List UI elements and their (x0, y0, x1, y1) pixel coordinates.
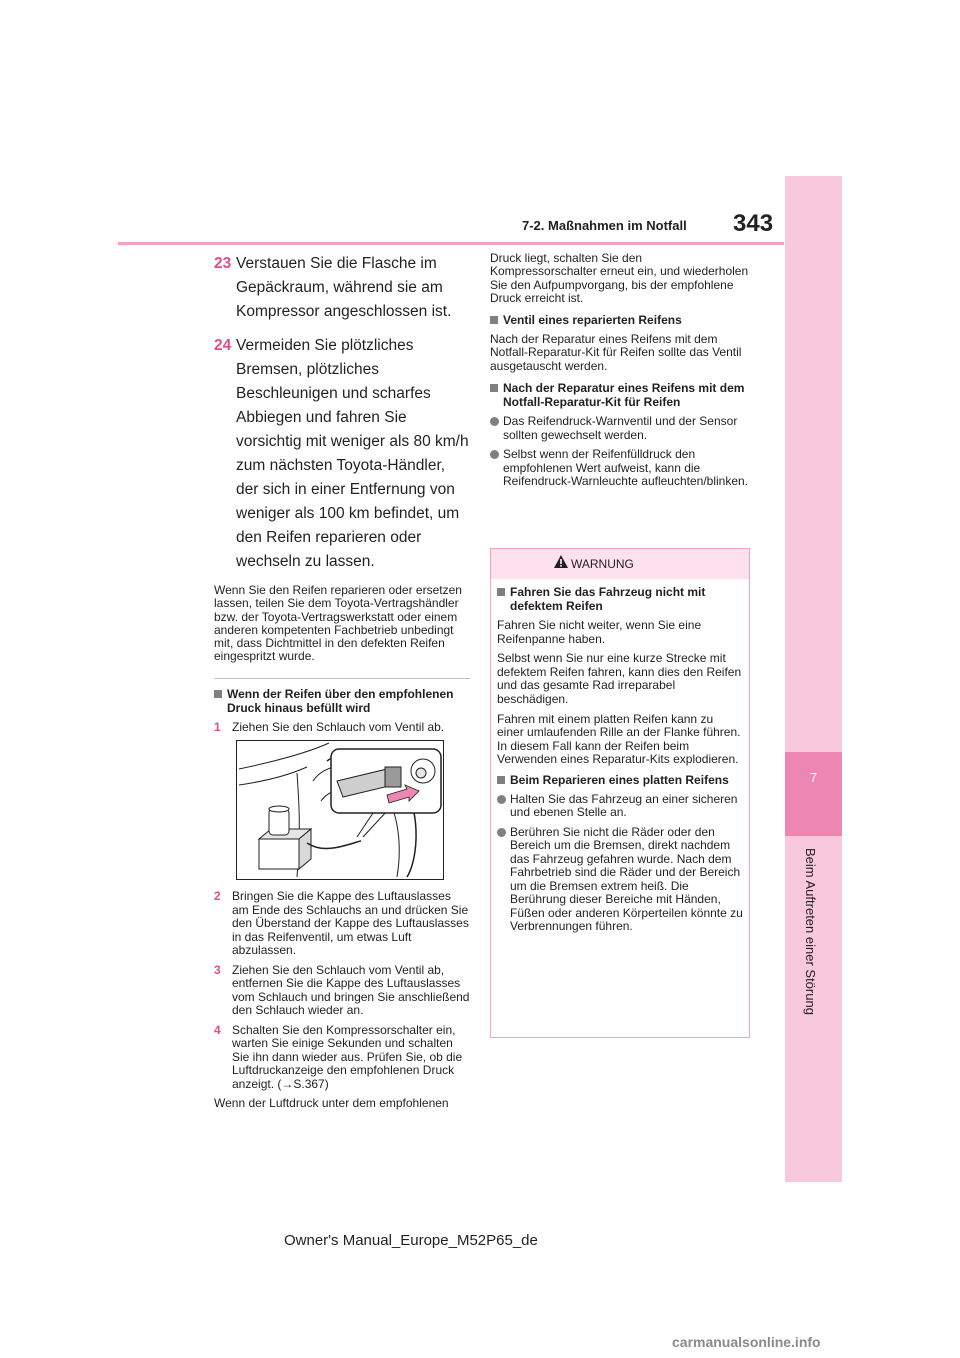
square-bullet-icon (497, 776, 505, 784)
valve-heading: Ventil eines reparierten Reifens (490, 313, 750, 327)
pressure-continuation-text: Druck liegt, schalten Sie den Kompressorschalter erneut ein, und wiederholen Sie den Aufpumpvorgang, bis der empfohlene Druck erreicht ist. (490, 251, 749, 305)
header-rule (118, 242, 784, 245)
warning-paragraph: Selbst wenn Sie nur eine kurze Strecke mit defektem Reifen fahren, kann dies den Reifen und das gesamte Rad irreparabel beschädigen. (497, 651, 742, 706)
warning-header (491, 549, 749, 579)
divider (214, 678, 470, 679)
overfill-heading: Wenn der Reifen über den empfohlenen Druck hinaus befüllt wird (214, 687, 470, 715)
section-title: 7-2. Maßnahmen im Notfall (522, 218, 687, 233)
step-text: Vermeiden Sie plötzliches Bremsen, plötzliches Beschleunigen und scharfes Abbiegen und fahren Sie vorsichtig mit weniger als 80 km/h zum nächsten Toyota-Händler, der sich in einer Entfernung von weniger als 100 km befindet, um den Reifen reparieren oder wechseln zu lassen. (236, 337, 469, 570)
warning-title: WARNUNG (571, 557, 634, 571)
pressure-continuation: Wenn der Luftdruck unter dem empfohlenen (214, 1096, 449, 1111)
warning-triangle-icon (553, 554, 569, 569)
square-bullet-icon (490, 384, 498, 392)
after-repair-heading: Nach der Reparatur eines Reifens mit dem Notfall-Reparatur-Kit für Reifen (490, 381, 750, 409)
step-number: 23 (214, 255, 232, 272)
step-text: Verstauen Sie die Flasche im Gepäckraum, während sie am Kompressor angeschlossen ist. (236, 255, 452, 320)
warning-box (490, 548, 750, 1038)
watermark: carmanualsonline.info (672, 1334, 821, 1350)
valve-text: Nach der Reparatur eines Reifens mit dem Notfall-Reparatur-Kit für Reifen sollte das Ventil ausgetauscht werden. (490, 332, 742, 373)
warning-item: Halten Sie das Fahrzeug an einer sicheren und ebenen Stelle an. (497, 793, 743, 820)
step-number: 24 (214, 337, 232, 354)
overfill-step-4: 4 Schalten Sie den Kompressorschalter ein, warten Sie einige Sekunden und schalten Sie ihn dann wieder aus. Prüfen Sie, ob die Luftdruckanzeige den empfohlenen Druck anzeigt. (→S.367) (214, 1022, 463, 1091)
manual-id: Owner's Manual_Europe_M52P65_de (284, 1232, 538, 1249)
warning-body (491, 579, 749, 934)
right-column (490, 252, 750, 495)
tire-compressor-drawing (237, 741, 443, 879)
round-bullet-icon (490, 450, 499, 459)
warning-paragraph: Fahren Sie nicht weiter, wenn Sie eine Reifenpanne haben. (497, 618, 702, 646)
step-24 (214, 334, 470, 574)
sealant-note: Wenn Sie den Reifen reparieren oder ersetzen lassen, teilen Sie dem Toyota-Vertragshändler bzw. der Toyota-Vertragswerkstatt oder einem anderen kompetenten Fachbetrieb unbedingt mit, dass Dichtmittel in den defekten Reifen eingespritzt wurde. (214, 583, 462, 664)
page-number: 343 (733, 210, 774, 237)
warning-paragraph: Fahren mit einem platten Reifen kann zu einer umlaufenden Rille an der Flanke führen. In diesem Fall kann der Reifen beim Verwenden eines Reparatur-Kits explodieren. (497, 711, 741, 767)
round-bullet-icon (490, 417, 499, 426)
square-bullet-icon (497, 588, 505, 596)
chapter-title: Beim Auftreten einer Störung (803, 848, 818, 1015)
step-23 (214, 252, 470, 324)
overfill-step-1: 1 Ziehen Sie den Schlauch vom Ventil ab. (214, 719, 445, 734)
square-bullet-icon (490, 316, 498, 324)
after-repair-item: Das Reifendruck-Warnventil und der Sensor sollten gewechselt werden. (490, 415, 750, 442)
chapter-side-tab (785, 176, 842, 1182)
overfill-step-3: 3 Ziehen Sie den Schlauch vom Ventil ab, entfernen Sie die Kappe des Luftauslasses vom Schlauch und bringen Sie anschließend den Schlauch wieder an. (214, 962, 470, 1018)
chapter-number-block (785, 752, 842, 836)
chapter-number: 7 (809, 770, 818, 785)
warning-heading-defective: Fahren Sie das Fahrzeug nicht mit defektem Reifen (497, 585, 743, 613)
square-bullet-icon (214, 690, 222, 698)
overfill-step-2: 2 Bringen Sie die Kappe des Luftauslasses am Ende des Schlauchs an und drücken Sie den Überstand der Kappe des Luftauslasses in das Reifenventil, um etwas Luft abzulassen. (214, 889, 469, 958)
round-bullet-icon (497, 828, 506, 837)
left-column (214, 252, 470, 1119)
after-repair-item: Selbst wenn der Reifenfülldruck den empfohlenen Wert aufweist, kann die Reifendruck-Warnleuchte aufleuchten/blinken. (490, 448, 750, 489)
hose-valve-illustration (236, 740, 444, 880)
round-bullet-icon (497, 795, 506, 804)
warning-item: Berühren Sie nicht die Räder oder den Bereich um die Bremsen, direkt nachdem das Fahrzeug gefahren wurde. Nach dem Fahrbetrieb sind die Räder und der Bereich um die Bremsen extrem heiß. Die Berührung dieser Bereiche mit Händen, Füßen oder anderen Körperteilen könnte zu Verbrennungen führen. (497, 826, 743, 934)
warning-heading-repair: Beim Reparieren eines platten Reifens (497, 773, 743, 787)
